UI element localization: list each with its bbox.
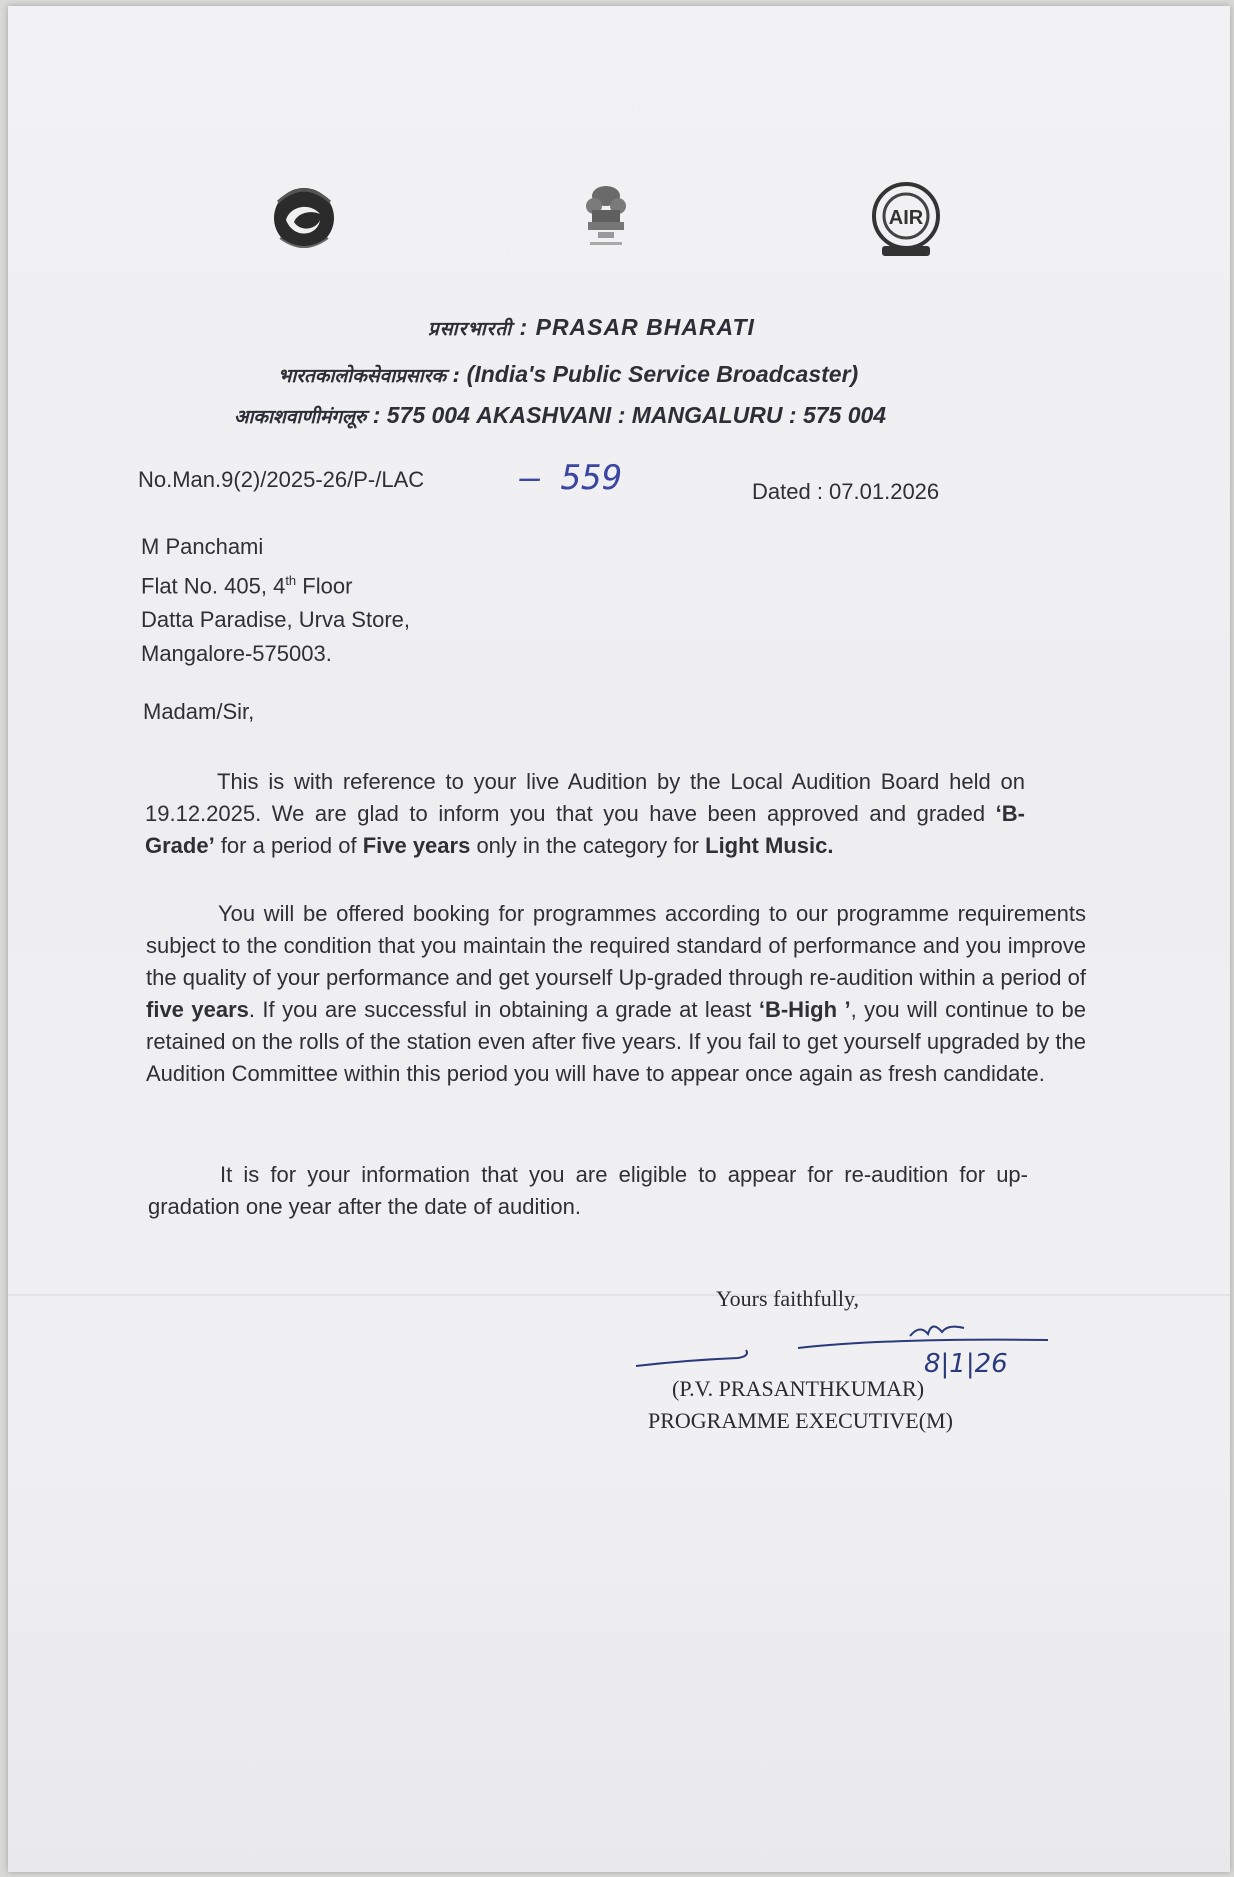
header-line-1 [428,314,755,341]
signatory-designation: PROGRAMME EXECUTIVE(M) [648,1408,953,1433]
letter-date: Dated : 07.01.2026 [752,479,940,504]
svg-text:AIR: AIR [888,207,924,229]
doordarshan-logo-icon [264,176,344,256]
handwritten-ref-number: – 559 [520,458,623,498]
header-line-2 [278,361,858,388]
signatory-name: (P.V. PRASANTHKUMAR) [672,1376,925,1401]
yours-faithfully: Yours faithfully, [716,1286,860,1311]
header-tagline: (India's Public Service Broadcaster) [466,361,859,387]
salutation: Madam/Sir, [143,699,255,724]
address-line-1: Flat No. 405, 4th Floor [141,573,353,599]
address-line-3: Mangalore-575003. [141,641,332,667]
paragraph-2: You will be offered booking for programmes according to our programme requirements subject to the condition that you maintain the required standard of performance and you improve the quality of your performance and get yourself Up-graded through re-audition within a period of five years. If you are successful in obtaining a grade at least ‘B-High ’, you will continue to be retained on the rolls of the station even after five years. If you fail to get yourself upgraded by the Audition Committee within this period you will have to appear once again as fresh candidate. [146,901,1086,1086]
header-line-3 [234,402,886,429]
header-hindi-3: आकाशवाणीमंगलूरु [234,406,367,428]
paragraph-1: This is with reference to your live Audition by the Local Audition Board held on 19.12.2025. We are glad to inform you that you have been approved and graded ‘B-Grade’ for a period of Five years only in the category for Light Music. [145,769,1025,858]
recipient-name: M Panchami [141,534,264,559]
paragraph-3: It is for your information that you are eligible to appear for re-audition for up-gradation one year after the date of audition. [148,1162,1028,1219]
address-line-2: Datta Paradise, Urva Store, [141,607,411,633]
letter-page [8,6,1230,1872]
air-logo-icon [868,178,944,262]
recipient-address [141,530,410,671]
header-station-address: : 575 004 AKASHVANI : MANGALURU : 575 004 [372,402,887,428]
svg-text:8|1|26: 8|1|26 [924,1349,1008,1379]
handwritten-signature [628,1314,1048,1384]
national-emblem-icon [576,176,636,256]
reference-number: No.Man.9(2)/2025-26/P-/LAC [138,467,425,492]
header-hindi-2: भारतकालोकसेवाप्रसारक : [278,365,461,387]
header-sep: : [519,314,529,340]
header-org-name: PRASAR BHARATI [535,314,755,340]
header-hindi-1: प्रसारभारती [428,318,513,340]
paper-fold [8,1294,1230,1296]
